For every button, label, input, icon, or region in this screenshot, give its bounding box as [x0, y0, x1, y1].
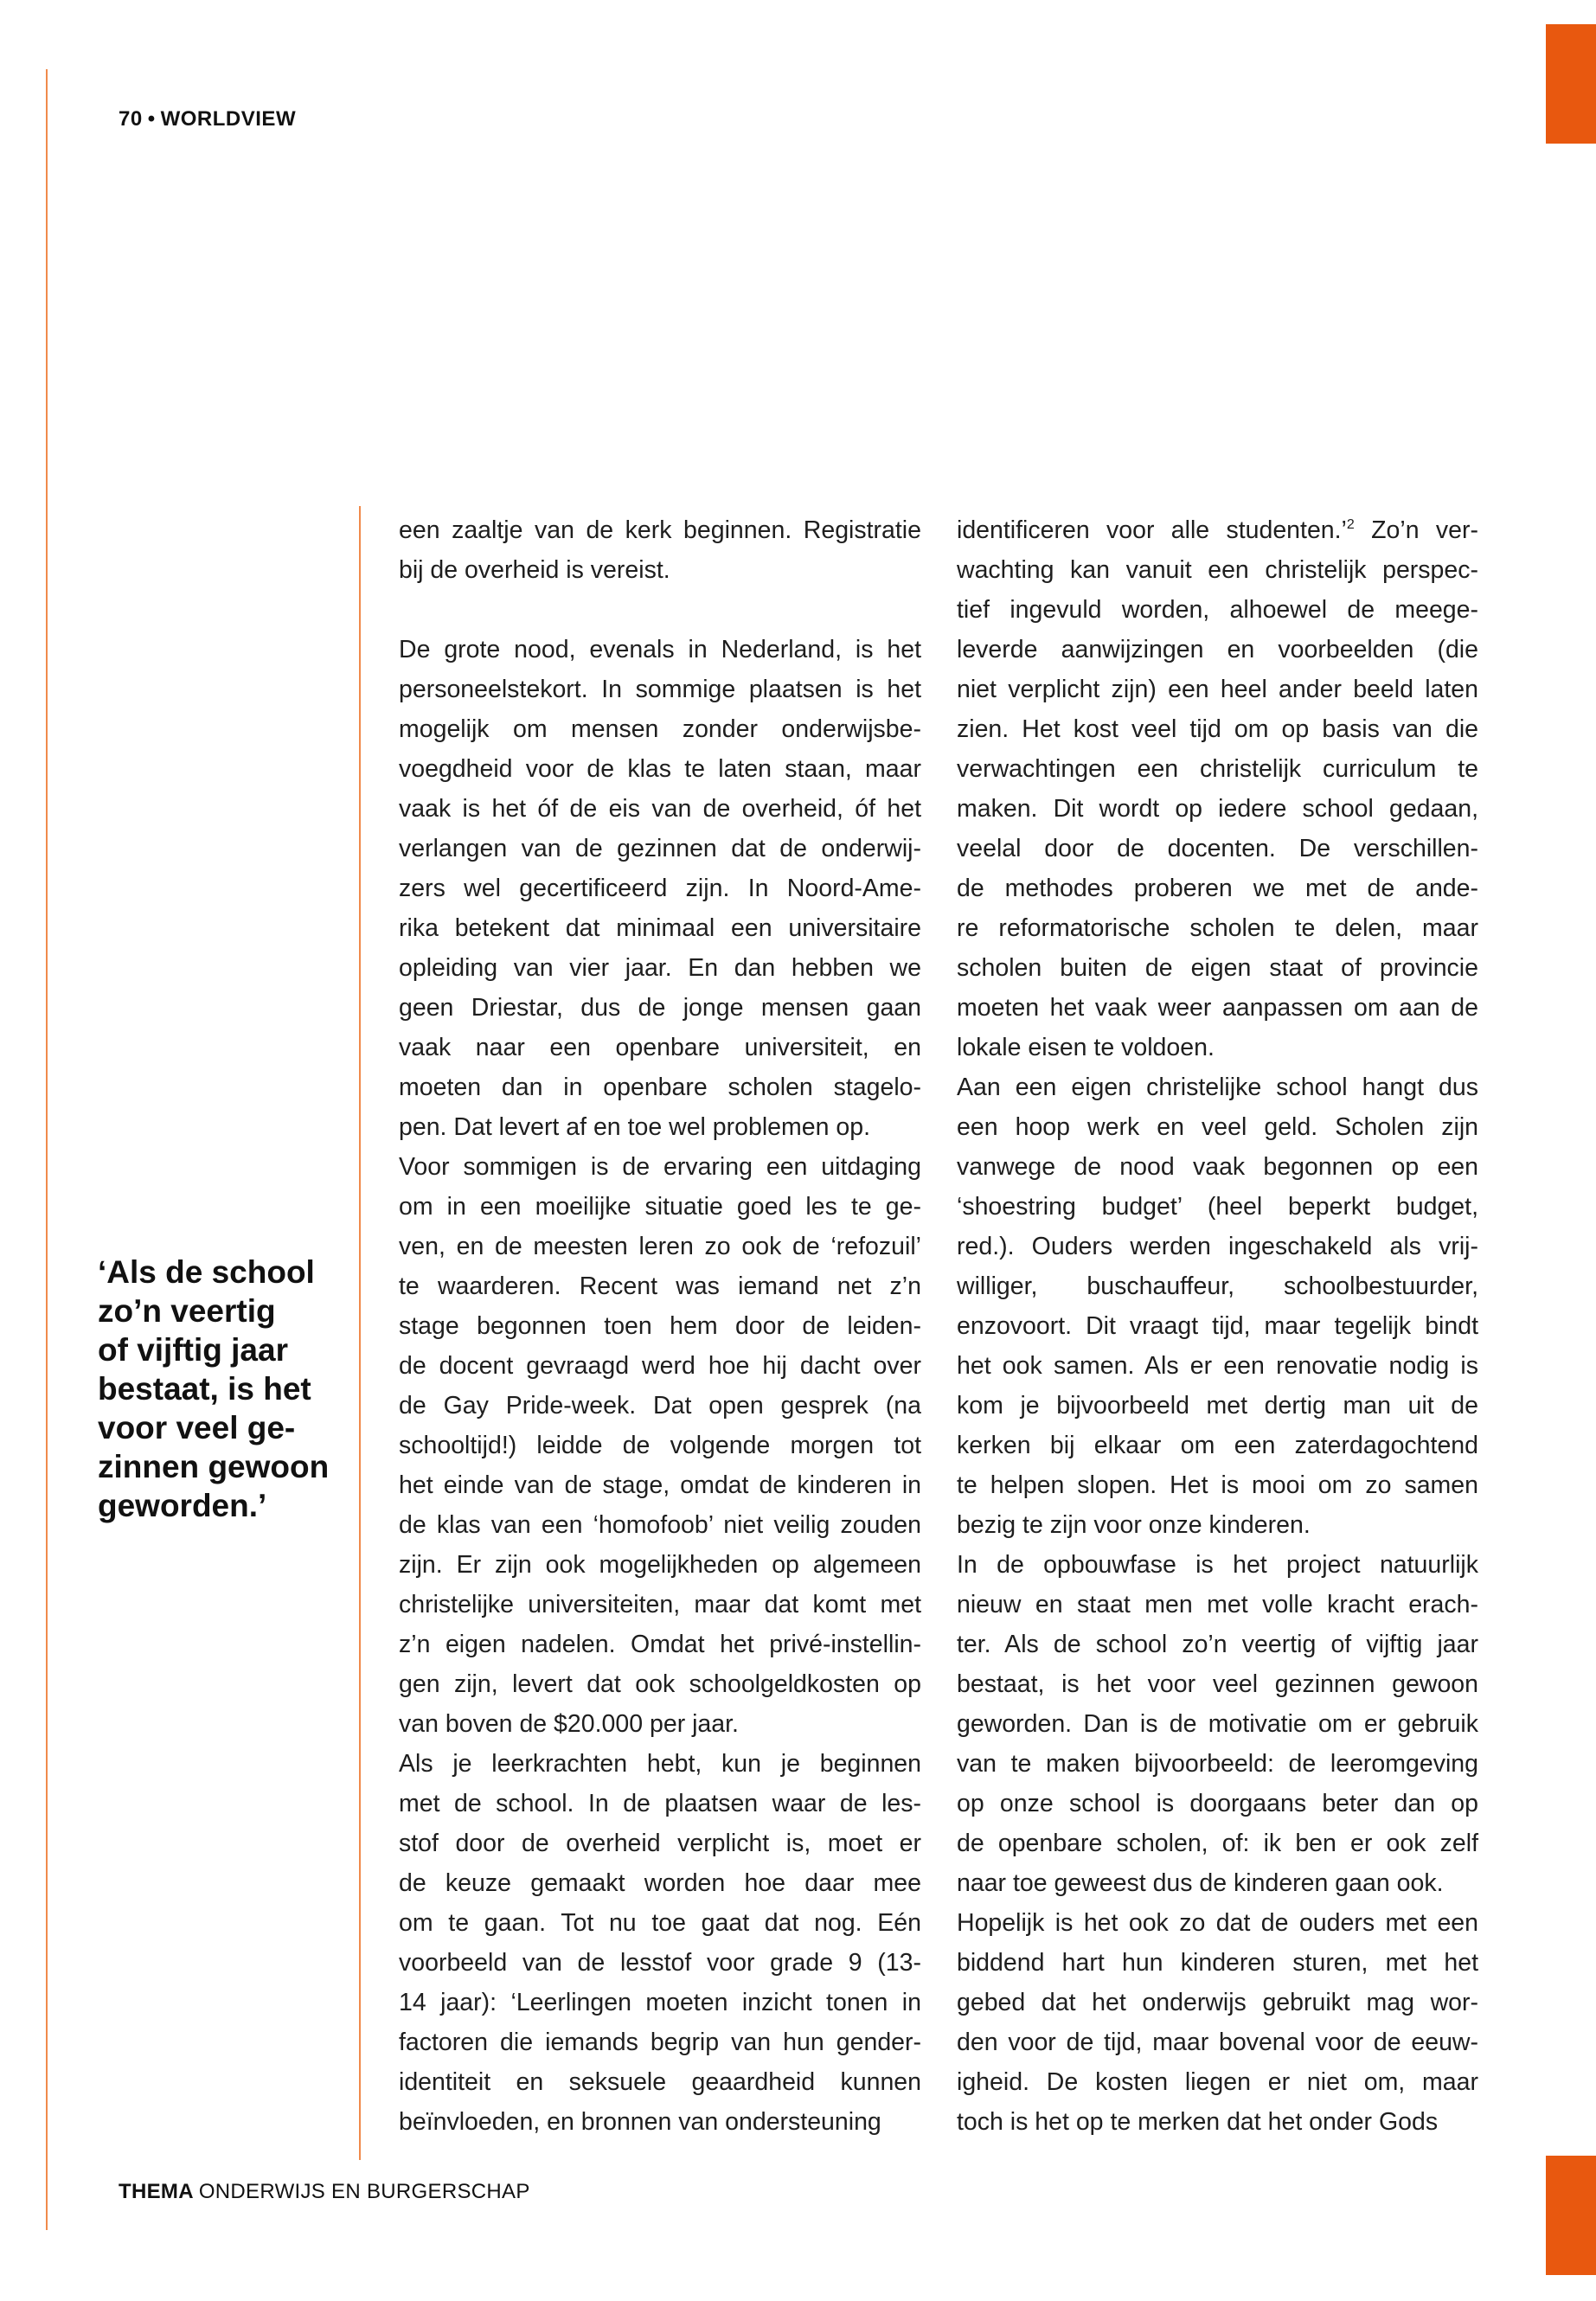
- column-line: opleiding van vier jaar. En dan hebben we: [399, 954, 921, 982]
- body-column-left: [399, 510, 921, 2142]
- column-line: geen Driestar, dus de jonge mensen gaan: [399, 994, 921, 1022]
- column-line: de openbare scholen, of: ik ben er ook zelf: [957, 1830, 1478, 1857]
- column-line: het ook samen. Als er een renovatie nodig is: [957, 1352, 1478, 1380]
- pullquote: [98, 1253, 331, 1525]
- column-line: De grote nood, evenals in Nederland, is het: [399, 636, 921, 663]
- line-text: Zo’n ver-: [1354, 516, 1478, 544]
- column-line: op onze school is doorgaans beter dan op: [957, 1790, 1478, 1817]
- footer-theme-title: ONDERWIJS EN BURGERSCHAP: [198, 2180, 530, 2203]
- column-line: moeten dan in openbare scholen stagelo-: [399, 1074, 921, 1101]
- column-line: met de school. In de plaatsen waar de les-: [399, 1790, 921, 1817]
- column-line: enzovoort. Dit vraagt tijd, maar tegelijk bindt: [957, 1312, 1478, 1340]
- page-header: [119, 107, 296, 131]
- column-line: lokale eisen te voldoen.: [957, 1034, 1215, 1061]
- column-line: factoren die iemands begrip van hun gender-: [399, 2029, 921, 2056]
- column-line: naar toe geweest dus de kinderen gaan ook.: [957, 1869, 1444, 1897]
- column-line-first: [957, 510, 1478, 550]
- column-line: maken. Dit wordt op iedere school gedaan,: [957, 795, 1478, 823]
- column-line: den voor de tijd, maar bovenal voor de eeuw-: [957, 2029, 1478, 2056]
- column-line: vaak is het óf de eis van de overheid, óf het: [399, 795, 921, 823]
- column-line: kom je bijvoorbeeld met dertig man uit de: [957, 1392, 1478, 1420]
- column-line: scholen buiten de eigen staat of provincie: [957, 954, 1478, 982]
- header-separator: •: [147, 107, 156, 131]
- page-number: 70: [119, 107, 143, 131]
- pullquote-divider-rule: [359, 506, 361, 2160]
- footer-theme-label: THEMA: [119, 2180, 194, 2203]
- pullquote-line: bestaat, is het: [98, 1371, 311, 1407]
- column-line: tief ingevuld worden, alhoewel de meege-: [957, 596, 1478, 624]
- column-line: nieuw en staat men met volle kracht erach-: [957, 1591, 1478, 1618]
- column-line: het einde van de stage, omdat de kinderen in: [399, 1471, 921, 1499]
- pullquote-line: zinnen gewoon: [98, 1449, 330, 1484]
- column-line: vanwege de nood vaak begonnen op een: [957, 1153, 1478, 1181]
- column-right-lines: [957, 550, 1478, 2142]
- column-line: Aan een eigen christelijke school hangt dus: [957, 1074, 1478, 1101]
- column-line: verwachtingen een christelijk curriculum te: [957, 755, 1478, 783]
- body-column-right: [957, 510, 1478, 2142]
- column-line: de docent gevraagd werd hoe hij dacht over: [399, 1352, 921, 1380]
- column-line: zijn. Er zijn ook mogelijkheden op algemeen: [399, 1551, 921, 1579]
- section-title: WORLDVIEW: [160, 107, 297, 131]
- column-line: van boven de $20.000 per jaar.: [399, 1710, 739, 1738]
- column-line: Voor sommigen is de ervaring een uitdaging: [399, 1153, 921, 1181]
- pullquote-line: voor veel ge-: [98, 1410, 296, 1445]
- column-line: igheid. De kosten liegen er niet om, maar: [957, 2068, 1478, 2096]
- column-line: leverde aanwijzingen en voorbeelden (die: [957, 636, 1478, 663]
- column-line: schooltijd!) leidde de volgende morgen tot: [399, 1432, 921, 1459]
- column-line: bezig te zijn voor onze kinderen.: [957, 1511, 1311, 1539]
- column-line: om te gaan. Tot nu toe gaat dat nog. Eén: [399, 1909, 921, 1937]
- column-line: moeten het vaak weer aanpassen om aan de: [957, 994, 1478, 1022]
- column-line: identiteit en seksuele geaardheid kunnen: [399, 2068, 921, 2096]
- column-line: de methodes proberen we met de ande-: [957, 875, 1478, 902]
- column-line: te helpen slopen. Het is mooi om zo samen: [957, 1471, 1478, 1499]
- column-line: rika betekent dat minimaal een universitaire: [399, 914, 921, 942]
- column-line: zien. Het kost veel tijd om op basis van die: [957, 715, 1478, 743]
- column-line: kerken bij elkaar om een zaterdagochtend: [957, 1432, 1478, 1459]
- column-line: In de opbouwfase is het project natuurlijk: [957, 1551, 1478, 1579]
- column-line: om in een moeilijke situatie goed les te ge-: [399, 1193, 921, 1221]
- column-line: wachting kan vanuit een christelijk perspec-: [957, 556, 1478, 584]
- pullquote-line: geworden.’: [98, 1488, 267, 1523]
- column-line: christelijke universiteiten, maar dat komt met: [399, 1591, 921, 1618]
- column-line: vaak naar een openbare universiteit, en: [399, 1034, 921, 1061]
- pullquote-line: of vijftig jaar: [98, 1332, 288, 1368]
- column-line: toch is het op te merken dat het onder Gods: [957, 2108, 1439, 2136]
- column-line: geworden. Dan is de motivatie om er gebruik: [957, 1710, 1478, 1738]
- column-line: beïnvloeden, en bronnen van ondersteuning: [399, 2108, 881, 2136]
- column-line: mogelijk om mensen zonder onderwijsbe-: [399, 715, 921, 743]
- column-line: ter. Als de school zo’n veertig of vijftig jaar: [957, 1631, 1478, 1658]
- column-line: voegdheid voor de klas te laten staan, maar: [399, 755, 921, 783]
- column-line: stage begonnen toen hem door de leiden-: [399, 1312, 921, 1340]
- pullquote-line: ‘Als de school: [98, 1254, 315, 1290]
- column-line: 14 jaar): ‘Leerlingen moeten inzicht tonen in: [399, 1989, 921, 2016]
- column-line: de Gay Pride-week. Dat open gesprek (na: [399, 1392, 921, 1420]
- column-line: bestaat, is het voor veel gezinnen gewoon: [957, 1670, 1478, 1698]
- pullquote-line: zo’n veertig: [98, 1293, 276, 1329]
- column-line: Hopelijk is het ook zo dat de ouders met een: [957, 1909, 1478, 1937]
- column-line: stof door de overheid verplicht is, moet er: [399, 1830, 921, 1857]
- column-line: gebed dat het onderwijs gebruikt mag wor-: [957, 1989, 1478, 2016]
- column-line: van te maken bijvoorbeeld: de leeromgeving: [957, 1750, 1478, 1778]
- column-line: [399, 590, 921, 630]
- column-line: verlangen van de gezinnen dat de onderwij-: [399, 835, 921, 862]
- column-line: de keuze gemaakt worden hoe daar mee: [399, 1869, 921, 1897]
- page-footer: [119, 2180, 530, 2204]
- column-line: niet verplicht zijn) een heel ander beeld laten: [957, 676, 1478, 703]
- column-line: zers wel gecertificeerd zijn. In Noord-Ame-: [399, 875, 921, 902]
- column-line: de klas van een ‘homofoob’ niet veilig zouden: [399, 1511, 921, 1539]
- orange-edge-tab-bottom: [1546, 2156, 1596, 2275]
- column-line: een zaaltje van de kerk beginnen. Registratie: [399, 516, 921, 544]
- column-line: pen. Dat levert af en toe wel problemen op.: [399, 1113, 870, 1141]
- line-text: identificeren voor alle studenten.’: [957, 516, 1347, 544]
- column-line: ‘shoestring budget’ (heel beperkt budget,: [957, 1193, 1478, 1221]
- footnote-ref: 2: [1346, 517, 1355, 532]
- column-line: bij de overheid is vereist.: [399, 556, 670, 584]
- column-line: Als je leerkrachten hebt, kun je beginnen: [399, 1750, 921, 1778]
- column-line: te waarderen. Recent was iemand net z’n: [399, 1272, 921, 1300]
- column-line: voorbeeld van de lesstof voor grade 9 (13-: [399, 1949, 921, 1977]
- column-line: personeelstekort. In sommige plaatsen is het: [399, 676, 921, 703]
- column-line: z’n eigen nadelen. Omdat het privé-instellin-: [399, 1631, 921, 1658]
- column-line: een hoop werk en veel geld. Scholen zijn: [957, 1113, 1478, 1141]
- column-line: veelal door de docenten. De verschillen-: [957, 835, 1478, 862]
- left-margin-rule: [46, 69, 48, 2230]
- column-line: williger, buschauffeur, schoolbestuurder,: [957, 1272, 1478, 1300]
- orange-edge-tab-top: [1546, 24, 1596, 144]
- column-line: biddend hart hun kinderen sturen, met het: [957, 1949, 1478, 1977]
- column-line: red.). Ouders werden ingeschakeld als vrij-: [957, 1233, 1478, 1260]
- column-line: ven, en de meesten leren zo ook de ‘refozuil’: [399, 1233, 921, 1260]
- column-line: re reformatorische scholen te delen, maar: [957, 914, 1478, 942]
- column-line: gen zijn, levert dat ook schoolgeldkosten op: [399, 1670, 921, 1698]
